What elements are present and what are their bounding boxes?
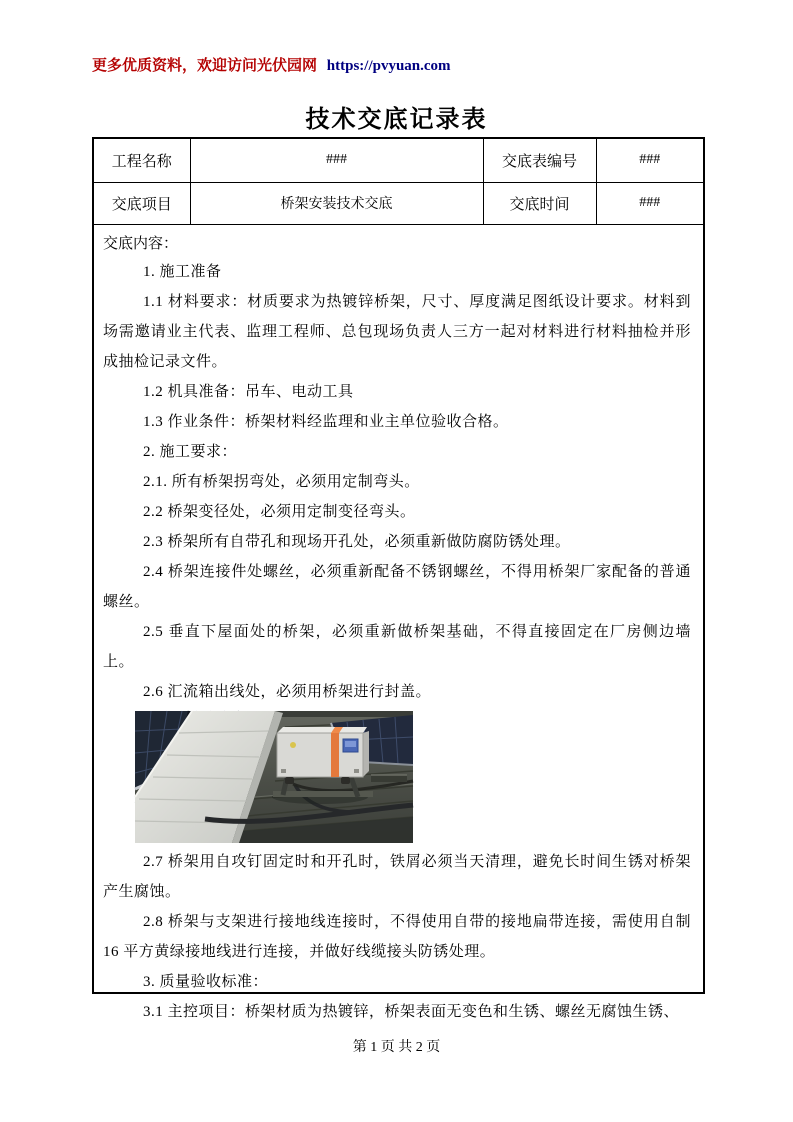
promo-text: 更多优质资料，欢迎访问光伏园网	[92, 57, 318, 74]
form-number-label: 交底表编号	[483, 138, 596, 182]
rooftop-combiner-box-photo	[135, 711, 413, 843]
table-row	[93, 224, 704, 993]
form-number-value: ###	[596, 138, 704, 182]
content-paragraph: 3. 质量验收标准：	[143, 973, 269, 990]
content-paragraph: 2.8 桥架与支架进行接地线连接时，不得使用自带的接地扁带连接，需使用自制16 平方黄绿接地线进行连接，并做好线缆接头防锈处理。	[103, 913, 691, 960]
content-paragraph: 3.1 主控项目：桥架材质为热镀锌，桥架表面无变色和生锈、螺丝无腐蚀生锈、	[143, 1003, 680, 1020]
disclosure-time-value: ###	[596, 182, 704, 224]
content-paragraph: 1.1 材料要求：材质要求为热镀锌桥架，尺寸、厚度满足图纸设计要求。材料到场需邀请业主代表、监理工程师、总包现场负责人三方一起对材料进行材料抽检并形成抽检记录文件。	[103, 293, 691, 370]
disclosure-info-table	[92, 137, 705, 1020]
page-title: 技术交底记录表	[305, 107, 488, 133]
content-paragraph: 1.2 机具准备：吊车、电动工具	[143, 383, 354, 400]
content-paragraph: 2.7 桥架用自攻钉固定时和开孔时，铁屑必须当天清理，避免长时间生锈对桥架产生腐蚀。	[103, 853, 691, 900]
content-paragraph: 2.5 垂直下屋面处的桥架，必须重新做桥架基础，不得直接固定在厂房侧边墙上。	[103, 623, 691, 670]
site-link[interactable]: https://pvyuan.com	[326, 58, 451, 74]
disclosure-item-value: 桥架安装技术交底	[190, 182, 483, 224]
disclosure-item-label: 交底项目	[93, 182, 190, 224]
content-paragraph: 2.1. 所有桥架拐弯处，必须用定制弯头。	[143, 473, 420, 490]
content-heading: 交底内容：	[103, 234, 179, 252]
content-paragraph: 2. 施工要求：	[143, 443, 238, 460]
disclosure-time-label: 交底时间	[483, 182, 596, 224]
page-number: 第 1 页 共 2 页	[352, 1040, 441, 1055]
project-name-value: ###	[190, 138, 483, 182]
content-paragraph: 1. 施工准备	[143, 263, 222, 280]
disclosure-content	[94, 225, 703, 1020]
disclosure-content-cell	[93, 224, 704, 1020]
page-header	[92, 54, 451, 75]
content-paragraphs-bottom	[103, 847, 691, 1027]
table-row	[93, 182, 704, 224]
content-paragraphs-top	[103, 257, 691, 707]
project-name-label: 工程名称	[93, 138, 190, 182]
content-paragraph: 2.6 汇流箱出线处，必须用桥架进行封盖。	[143, 683, 432, 700]
content-paragraph: 2.2 桥架变径处，必须用定制变径弯头。	[143, 503, 416, 520]
content-paragraph: 2.3 桥架所有自带孔和现场开孔处，必须重新做防腐防锈处理。	[143, 533, 571, 550]
content-paragraph: 1.3 作业条件：桥架材料经监理和业主单位验收合格。	[143, 413, 509, 430]
rooftop-photo-svg	[135, 711, 413, 843]
table-row	[93, 138, 704, 182]
content-paragraph: 2.4 桥架连接件处螺丝，必须重新配备不锈钢螺丝，不得用桥架厂家配备的普通螺丝。	[103, 563, 691, 610]
